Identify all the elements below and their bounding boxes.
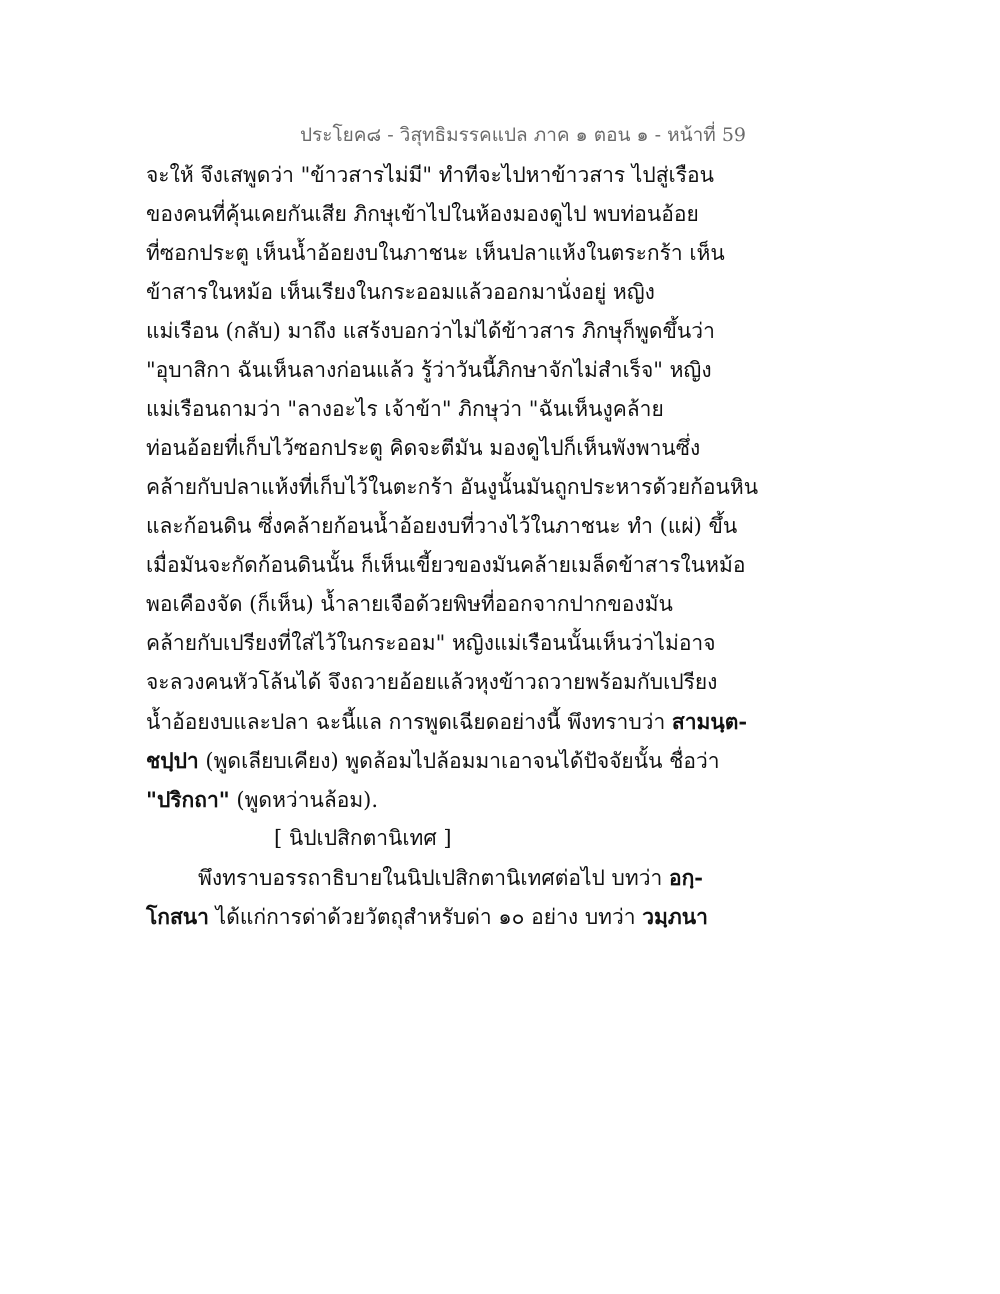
text-line: เมื่อมันจะกัดก้อนดินนั้น ก็เห็นเขี้ยวของมันคล้ายเมล็ดข้าสารในหม้อ — [146, 553, 746, 577]
text-line: ข้าสารในหม้อ เห็นเรียงในกระออมแล้วออกมานั่งอยู่ หญิง — [146, 280, 655, 304]
text-line: คล้ายกับปลาแห้งที่เก็บไว้ในตะกร้า อันงูนั้นมันถูกประหารด้วยก้อนหิน — [146, 475, 759, 499]
text-line — [146, 897, 711, 936]
text-line: แม่เรือนถามว่า "ลางอะไร เจ้าข้า" ภิกษุว่า "ฉันเห็นงูคล้าย — [146, 397, 664, 421]
text-run: น้ำอ้อยงบและปลา ฉะนี้แล การพูดเฉียดอย่างนี้ พึงทราบว่า — [146, 710, 672, 734]
bold-term: อกฺ- — [668, 865, 704, 890]
text-run: (พูดเลียบเคียง) พูดล้อมไปล้อมมาเอาจนได้ปัจจัยนั้น ชื่อว่า — [198, 749, 720, 773]
text-line: จะลวงคนหัวโล้นได้ จึงถวายอ้อยแล้วหุงข้าวถวายพร้อมกับเปรียง — [146, 670, 718, 694]
text-line — [146, 702, 748, 741]
text-run: ได้แก่การด่าด้วยวัตถุสำหรับด่า ๑๐ อย่าง บทว่า — [208, 905, 643, 929]
text-line: ที่ซอกประตู เห็นน้ำอ้อยงบในภาชนะ เห็นปลาแห้งในตระกร้า เห็น — [146, 241, 725, 265]
text-run: (พูดหว่านล้อม). — [229, 788, 379, 812]
bold-term: ชปฺปา — [146, 748, 199, 773]
text-line: คล้ายกับเปรียงที่ใส่ไว้ในกระออม" หญิงแม่เรือนนั้นเห็นว่าไม่อาจ — [146, 631, 716, 655]
text-line: ท่อนอ้อยที่เก็บไว้ซอกประตู คิดจะตีมัน มองดูไปก็เห็นพังพานซึ่ง — [146, 436, 701, 460]
text-line: จะให้ จึงเสพูดว่า "ข้าวสารไม่มี" ทำทีจะไปหาข้าวสาร ไปสู่เรือน — [146, 163, 714, 187]
text-line: แม่เรือน (กลับ) มาถึง แสร้งบอกว่าไม่ได้ข้าวสาร ภิกษุก็พูดขึ้นว่า — [146, 319, 715, 343]
text-line: "อุบาสิกา ฉันเห็นลางก่อนแล้ว รู้ว่าวันนี้ภิกษาจักไม่สำเร็จ" หญิง — [146, 358, 712, 382]
text-line: พอเคืองจัด (ก็เห็น) น้ำลายเจือด้วยพิษที่ออกจากปากของมัน — [146, 592, 673, 616]
text-line — [146, 741, 720, 780]
bold-term: "ปริกถา" — [146, 787, 230, 812]
bold-term: วมฺภนา — [642, 904, 708, 929]
section-title: [ นิปเปสิกตานิเทศ ] — [274, 826, 452, 850]
text-line — [146, 858, 711, 897]
bold-term: สามนฺต- — [671, 709, 748, 734]
bold-term: โกสนา — [146, 904, 209, 929]
text-line: ของคนที่คุ้นเคยกันเสีย ภิกษุเข้าไปในห้องมองดูไป พบท่อนอ้อย — [146, 202, 699, 226]
text-run: พึงทราบอรรถาธิบายในนิปเปสิกตานิเทศต่อไป บทว่า — [198, 866, 669, 890]
page-header: ประโยค๘ - วิสุทธิมรรคแปล ภาค ๑ ตอน ๑ - หน้าที่ 59 — [300, 124, 746, 146]
text-line — [146, 780, 711, 819]
body-text — [146, 156, 759, 936]
text-line: และก้อนดิน ซึ่งคล้ายก้อนน้ำอ้อยงบที่วางไว้ในภาชนะ ทำ (แผ่) ขึ้น — [146, 514, 738, 538]
